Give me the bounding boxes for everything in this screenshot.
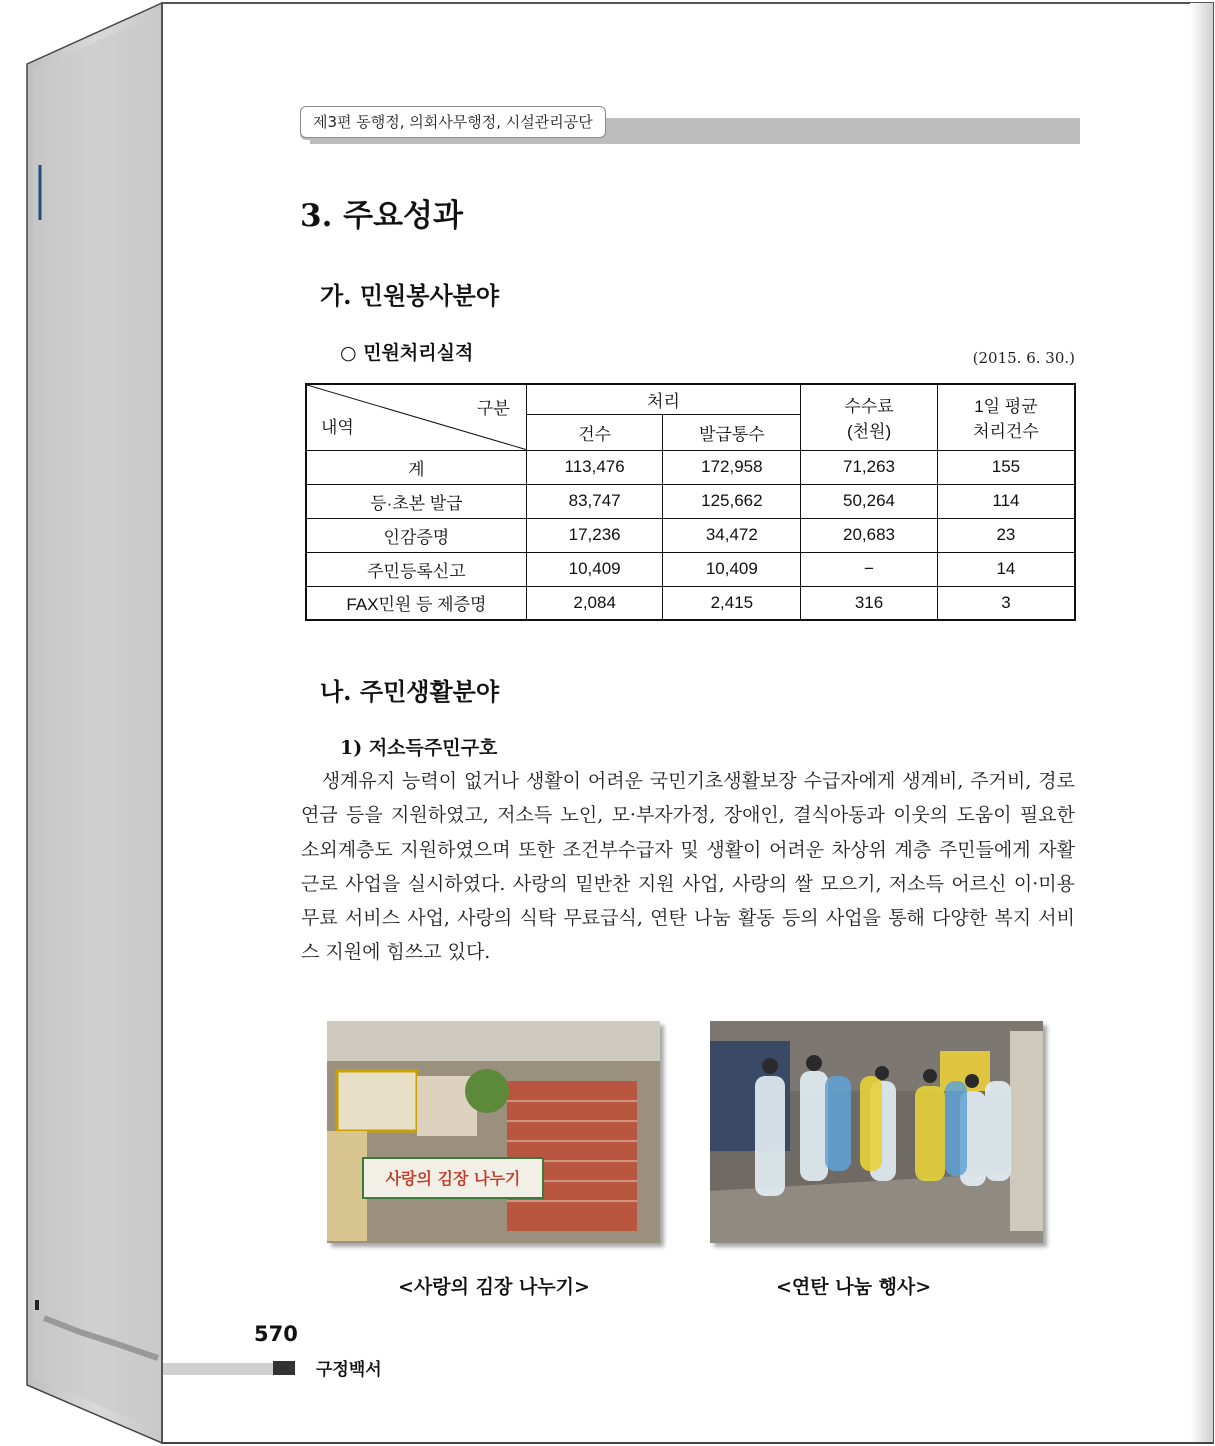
cell-issued: 172,958 — [663, 450, 801, 484]
row-label: 주민등록신고 — [306, 552, 526, 586]
table-row — [306, 518, 1075, 552]
photo-briquette-image — [710, 1021, 1043, 1243]
fee-header-line1: 수수료 — [844, 397, 894, 417]
issued-header: 발급통수 — [663, 414, 801, 450]
cell-fee: 316 — [801, 586, 938, 620]
photo-caption-kimchi: <사랑의 김장 나누기> — [398, 1276, 590, 1298]
table-corner-cell — [306, 384, 526, 450]
table-row — [306, 586, 1075, 620]
page-number: 570 — [254, 1322, 298, 1346]
count-header: 건수 — [526, 414, 663, 450]
subsection-heading: 1) 저소득주민구호 — [340, 737, 498, 759]
group-header: 처리 — [526, 384, 800, 414]
section-heading-civil: 가. 민원봉사분야 — [320, 281, 499, 310]
cell-count: 113,476 — [526, 450, 663, 484]
cell-avg: 14 — [937, 552, 1075, 586]
avg-header — [937, 384, 1075, 450]
cell-avg: 3 — [937, 586, 1075, 620]
row-label: 계 — [306, 450, 526, 484]
cell-issued: 34,472 — [663, 518, 801, 552]
section-heading-welfare: 나. 주민생활분야 — [320, 677, 499, 706]
cell-fee: 20,683 — [801, 518, 938, 552]
table-row — [306, 552, 1075, 586]
cell-count: 10,409 — [526, 552, 663, 586]
banner-text: 사랑의 김장 나누기 — [385, 1169, 521, 1188]
table-caption: ○ 민원처리실적 — [340, 342, 474, 364]
body-paragraph: 생계유지 능력이 없거나 생활이 어려운 국민기초생활보장 수급자에게 생계비, 주거비, 경로연금 등을 지원하였고, 저소득 노인, 모·부자가정, 장애인, 결식아동과 이웃의 도움이 필요한 소외계층도 지원하였으며 또한 조건부수급자 및 생활이 어려운 차상위 계층 주민들에게 자활근로 사업을 실시하였다. 사랑의 밑반찬 지원 사업, 사랑의 쌀 모으기, 저소득 어르신 이·미용 무료 서비스 사업, 사랑의 식탁 무료급식, 연탄 나눔 활동 등의 사업을 통해 다양한 복지 서비스 지원에 힘쓰고 있다. — [301, 770, 1082, 964]
book-title: 구정백서 — [316, 1360, 382, 1380]
avg-header-line1: 1일 평균 — [974, 397, 1038, 417]
cell-count: 83,747 — [526, 484, 663, 518]
table-date: (2015. 6. 30.) — [972, 349, 1075, 367]
row-label: 등·초본 발급 — [306, 484, 526, 518]
corner-top-label: 구분 — [476, 399, 510, 418]
cell-avg: 23 — [937, 518, 1075, 552]
cell-avg: 114 — [937, 484, 1075, 518]
cell-count: 2,084 — [526, 586, 663, 620]
row-label: 인감증명 — [306, 518, 526, 552]
section-header-tab: 제3편 동행정, 의회사무행정, 시설관리공단 — [300, 106, 606, 138]
photo-kimchi-sharing — [327, 1021, 660, 1243]
photo-briquette-sharing — [710, 1021, 1043, 1243]
cell-fee: 50,264 — [801, 484, 938, 518]
avg-header-line2: 처리건수 — [973, 422, 1039, 442]
civil-service-table — [305, 383, 1076, 621]
table-row — [306, 450, 1075, 484]
cell-issued: 10,409 — [663, 552, 801, 586]
cell-avg: 155 — [937, 450, 1075, 484]
cell-issued: 2,415 — [663, 586, 801, 620]
fee-header — [801, 384, 938, 450]
photo-caption-briquette: <연탄 나눔 행사> — [776, 1276, 932, 1298]
table-row — [306, 484, 1075, 518]
cell-count: 17,236 — [526, 518, 663, 552]
fee-header-line2: (천원) — [846, 422, 892, 442]
cell-fee: − — [801, 552, 938, 586]
photo-kimchi-image — [327, 1021, 660, 1243]
row-label: FAX민원 등 제증명 — [306, 586, 526, 620]
page-title: 3. 주요성과 — [300, 198, 463, 234]
corner-bottom-label: 내역 — [321, 417, 354, 437]
cell-issued: 125,662 — [663, 484, 801, 518]
cell-fee: 71,263 — [801, 450, 938, 484]
